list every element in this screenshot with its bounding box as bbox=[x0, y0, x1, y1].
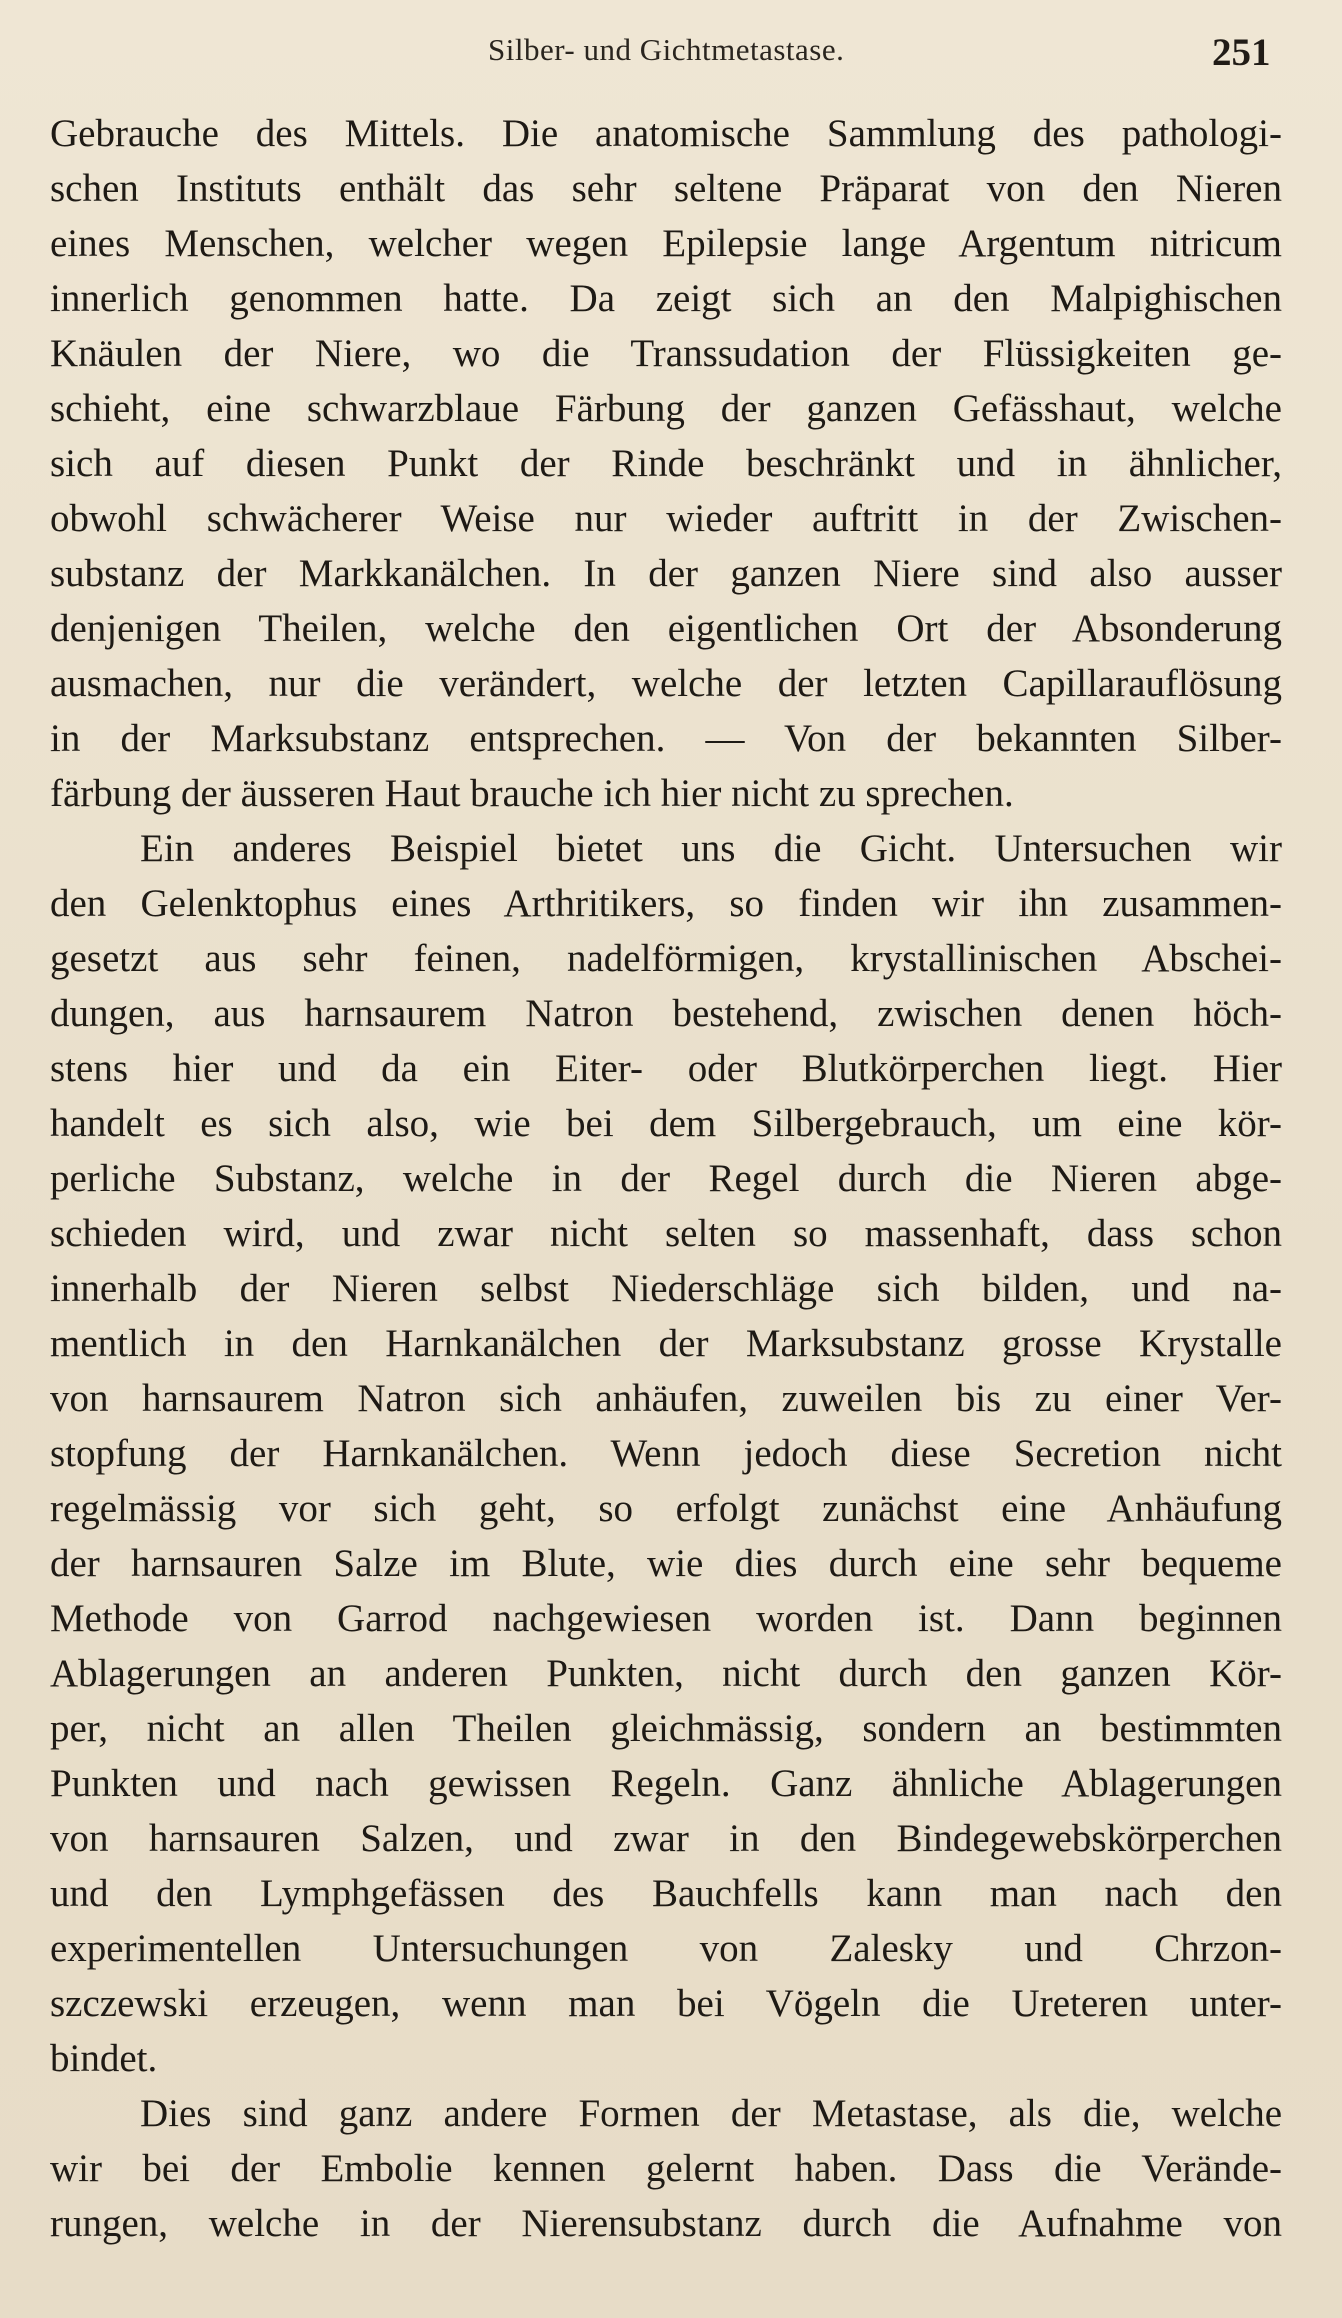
text-line: wir bei der Embolie kennen gelernt haben. Dass die Verände- bbox=[50, 2147, 1282, 2190]
text-line: obwohl schwächerer Weise nur wieder auftritt in der Zwischen- bbox=[50, 497, 1282, 540]
text-line: eines Menschen, welcher wegen Epilepsie lange Argentum nitricum bbox=[50, 222, 1282, 265]
page-number: 251 bbox=[1212, 31, 1271, 74]
text-line: Gebrauche des Mittels. Die anatomische Sammlung des pathologi- bbox=[50, 112, 1282, 155]
text-line: experimentellen Untersuchungen von Zalesky und Chrzon- bbox=[50, 1927, 1282, 1970]
text-line: innerhalb der Nieren selbst Niederschläge sich bilden, und na- bbox=[50, 1267, 1282, 1310]
text-line: handelt es sich also, wie bei dem Silbergebrauch, um eine kör- bbox=[50, 1102, 1282, 1145]
text-line: dungen, aus harnsaurem Natron bestehend, zwischen denen höch- bbox=[50, 992, 1282, 1035]
text-line: mentlich in den Harnkanälchen der Marksubstanz grosse Krystalle bbox=[50, 1322, 1282, 1365]
text-line: bindet. bbox=[50, 2037, 158, 2080]
text-line: Ablagerungen an anderen Punkten, nicht durch den ganzen Kör- bbox=[50, 1652, 1282, 1695]
text-line: stens hier und da ein Eiter- oder Blutkörperchen liegt. Hier bbox=[50, 1047, 1282, 1090]
text-line: denjenigen Theilen, welche den eigentlichen Ort der Absonderung bbox=[50, 607, 1282, 650]
text-line: sich auf diesen Punkt der Rinde beschränkt und in ähnlicher, bbox=[50, 442, 1282, 485]
text-line: Methode von Garrod nachgewiesen worden ist. Dann beginnen bbox=[50, 1597, 1282, 1640]
text-line: färbung der äusseren Haut brauche ich hier nicht zu sprechen. bbox=[50, 772, 1014, 815]
text-line: innerlich genommen hatte. Da zeigt sich an den Malpighischen bbox=[50, 277, 1282, 320]
text-line: per, nicht an allen Theilen gleichmässig, sondern an bestimmten bbox=[50, 1707, 1282, 1750]
text-line: Knäulen der Niere, wo die Transsudation der Flüssigkeiten ge- bbox=[50, 332, 1282, 375]
text-line: Dies sind ganz andere Formen der Metastase, als die, welche bbox=[140, 2092, 1282, 2135]
text-line: Punkten und nach gewissen Regeln. Ganz ähnliche Ablagerungen bbox=[50, 1762, 1282, 1805]
text-line: substanz der Markkanälchen. In der ganzen Niere sind also ausser bbox=[50, 552, 1282, 595]
text-line: perliche Substanz, welche in der Regel durch die Nieren abge- bbox=[50, 1157, 1282, 1200]
body-text bbox=[50, 106, 1282, 2251]
text-line: in der Marksubstanz entsprechen. — Von der bekannten Silber- bbox=[50, 717, 1282, 760]
running-head bbox=[0, 24, 1342, 80]
text-line: stopfung der Harnkanälchen. Wenn jedoch diese Secretion nicht bbox=[50, 1432, 1282, 1475]
text-line: schieden wird, und zwar nicht selten so massenhaft, dass schon bbox=[50, 1212, 1282, 1255]
text-line: und den Lymphgefässen des Bauchfells kann man nach den bbox=[50, 1872, 1282, 1915]
text-line: Ein anderes Beispiel bietet uns die Gicht. Untersuchen wir bbox=[140, 827, 1282, 870]
text-line: schieht, eine schwarzblaue Färbung der ganzen Gefässhaut, welche bbox=[50, 387, 1282, 430]
running-title: Silber- und Gichtmetastase. bbox=[488, 32, 845, 67]
text-line: den Gelenktophus eines Arthritikers, so finden wir ihn zusammen- bbox=[50, 882, 1282, 925]
text-line: szczewski erzeugen, wenn man bei Vögeln die Ureteren unter- bbox=[50, 1982, 1282, 2025]
text-line: von harnsaurem Natron sich anhäufen, zuweilen bis zu einer Ver- bbox=[50, 1377, 1282, 1420]
text-line: gesetzt aus sehr feinen, nadelförmigen, krystallinischen Abschei- bbox=[50, 937, 1282, 980]
text-line: von harnsauren Salzen, und zwar in den Bindegewebskörperchen bbox=[50, 1817, 1282, 1860]
text-line: ausmachen, nur die verändert, welche der letzten Capillarauflösung bbox=[50, 662, 1282, 705]
text-line: schen Instituts enthält das sehr seltene Präparat von den Nieren bbox=[50, 167, 1282, 210]
text-line: rungen, welche in der Nierensubstanz durch die Aufnahme von bbox=[50, 2202, 1282, 2245]
text-line: der harnsauren Salze im Blute, wie dies durch eine sehr bequeme bbox=[50, 1542, 1282, 1585]
text-line: regelmässig vor sich geht, so erfolgt zunächst eine Anhäufung bbox=[50, 1487, 1282, 1530]
